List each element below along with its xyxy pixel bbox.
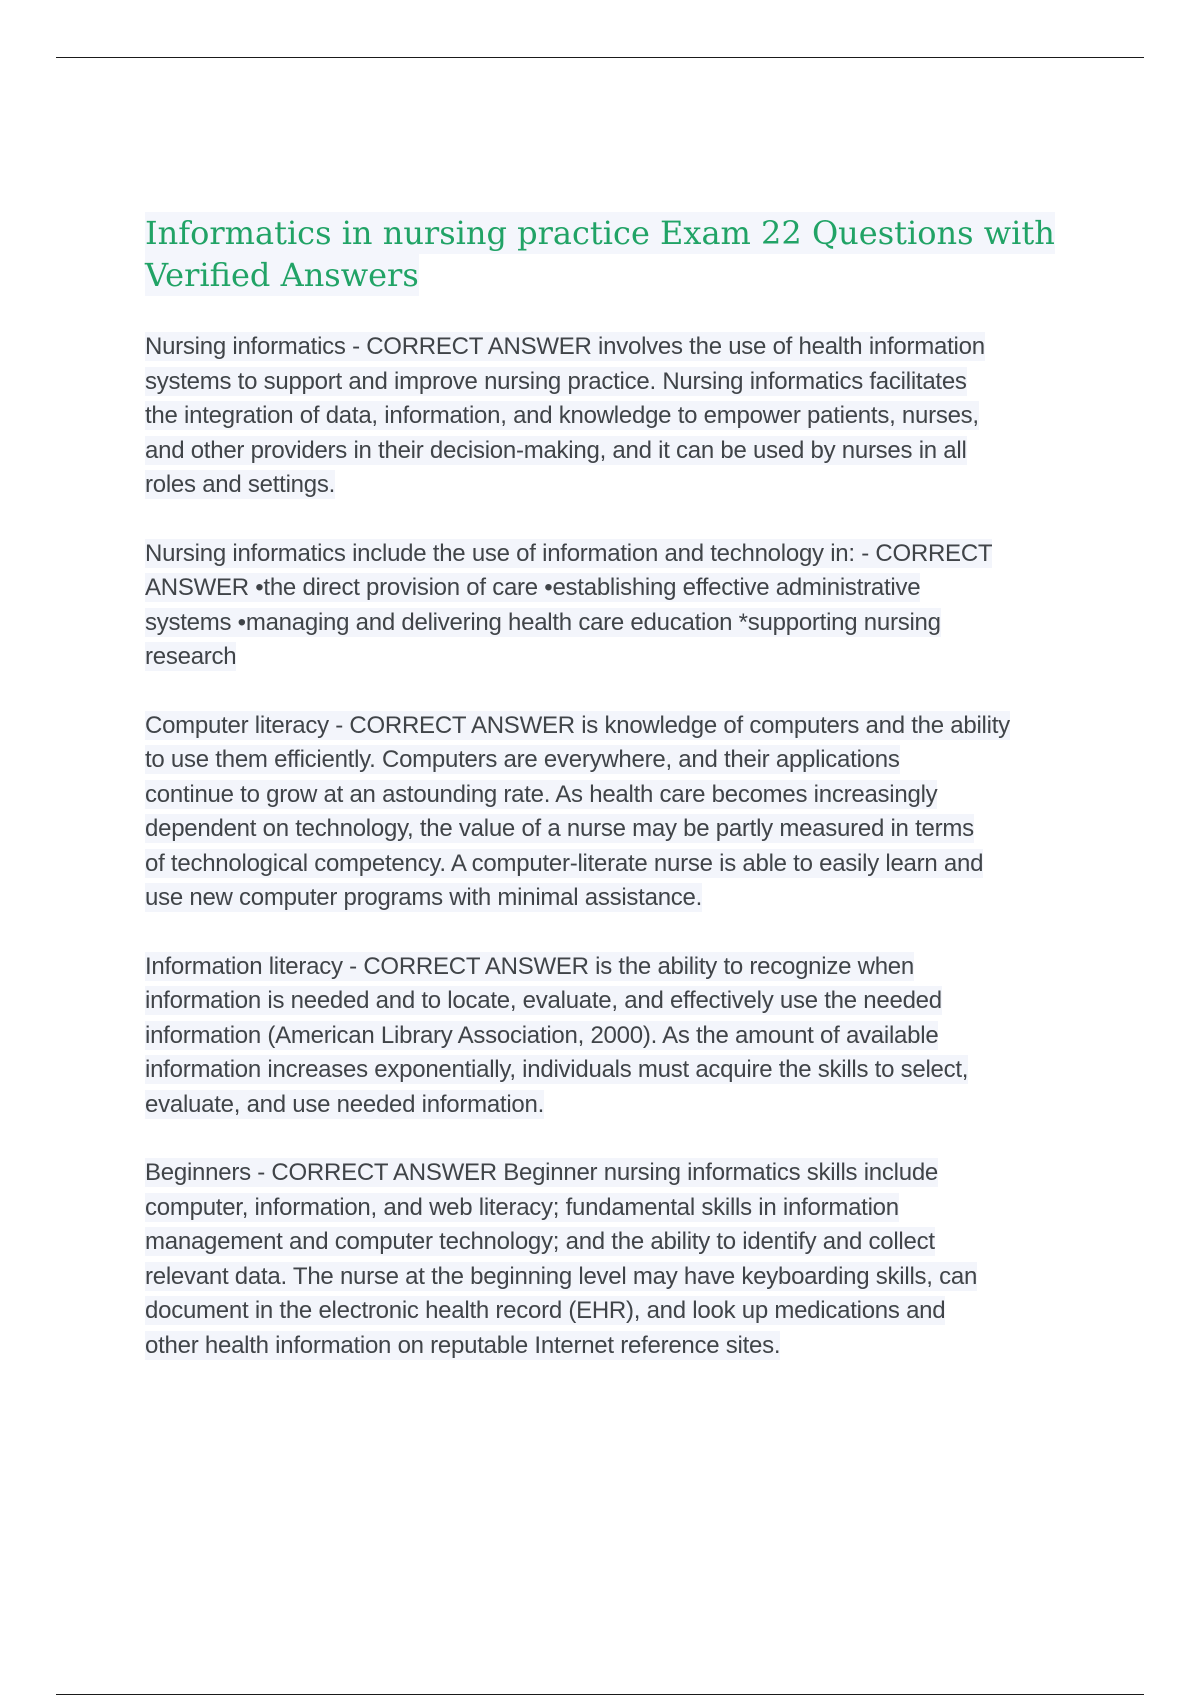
text-line: the integration of data, information, and knowledge to empower patients, nurses, bbox=[145, 402, 979, 429]
text-line: Nursing informatics - CORRECT ANSWER involves the use of health information bbox=[145, 333, 985, 360]
text-line: roles and settings. bbox=[145, 471, 336, 498]
qa-beginners bbox=[145, 1156, 1090, 1363]
text-line: and other providers in their decision-making, and it can be used by nurses in all bbox=[145, 436, 967, 464]
text-line: evaluate, and use needed information. bbox=[145, 1090, 545, 1118]
text-line: Beginners - CORRECT ANSWER Beginner nursing informatics skills include bbox=[145, 1159, 939, 1186]
text-line: Nursing informatics include the use of information and technology in: - CORRECT bbox=[145, 539, 993, 567]
text-line: to use them efficiently. Computers are everywhere, and their applications bbox=[145, 746, 900, 773]
footer-rule bbox=[56, 1694, 1144, 1695]
title-line: Informatics in nursing practice Exam 22 Questions with bbox=[145, 214, 1055, 252]
text-line: ANSWER •the direct provision of care •establishing effective administrative bbox=[145, 574, 921, 601]
qa-computer-literacy bbox=[145, 709, 1090, 916]
text-line: Information literacy - CORRECT ANSWER is the ability to recognize when bbox=[145, 952, 915, 980]
text-line: information (American Library Association, 2000). As the amount of available bbox=[145, 1021, 939, 1049]
title-line: Verified Answers bbox=[145, 256, 419, 294]
qa-information-literacy bbox=[145, 950, 1090, 1123]
text-line: computer, information, and web literacy; fundamental skills in information bbox=[145, 1193, 899, 1221]
text-line: continue to grow at an astounding rate. As health care becomes increasingly bbox=[145, 780, 938, 808]
text-line: information is needed and to locate, evaluate, and effectively use the needed bbox=[145, 987, 942, 1014]
text-line: information increases exponentially, individuals must acquire the skills to select, bbox=[145, 1056, 969, 1083]
text-line: relevant data. The nurse at the beginning level may have keyboarding skills, can bbox=[145, 1262, 978, 1290]
header-rule bbox=[56, 57, 1144, 58]
document-body bbox=[145, 212, 1090, 1397]
text-line: systems to support and improve nursing practice. Nursing informatics facilitates bbox=[145, 367, 967, 395]
text-line: dependent on technology, the value of a nurse may be partly measured in terms bbox=[145, 815, 974, 842]
qa-nursing-informatics bbox=[145, 330, 1090, 503]
text-line: Computer literacy - CORRECT ANSWER is knowledge of computers and the ability bbox=[145, 711, 1010, 739]
text-line: use new computer programs with minimal assistance. bbox=[145, 884, 703, 911]
text-line: systems •managing and delivering health care education *supporting nursing bbox=[145, 608, 941, 636]
text-line: management and computer technology; and the ability to identify and collect bbox=[145, 1228, 935, 1255]
text-line: research bbox=[145, 643, 237, 670]
text-line: of technological competency. A computer-literate nurse is able to easily learn and bbox=[145, 849, 984, 877]
document-title bbox=[145, 212, 1090, 296]
qa-informatics-uses bbox=[145, 537, 1090, 675]
text-line: other health information on reputable Internet reference sites. bbox=[145, 1331, 781, 1359]
text-line: document in the electronic health record (EHR), and look up medications and bbox=[145, 1297, 946, 1324]
